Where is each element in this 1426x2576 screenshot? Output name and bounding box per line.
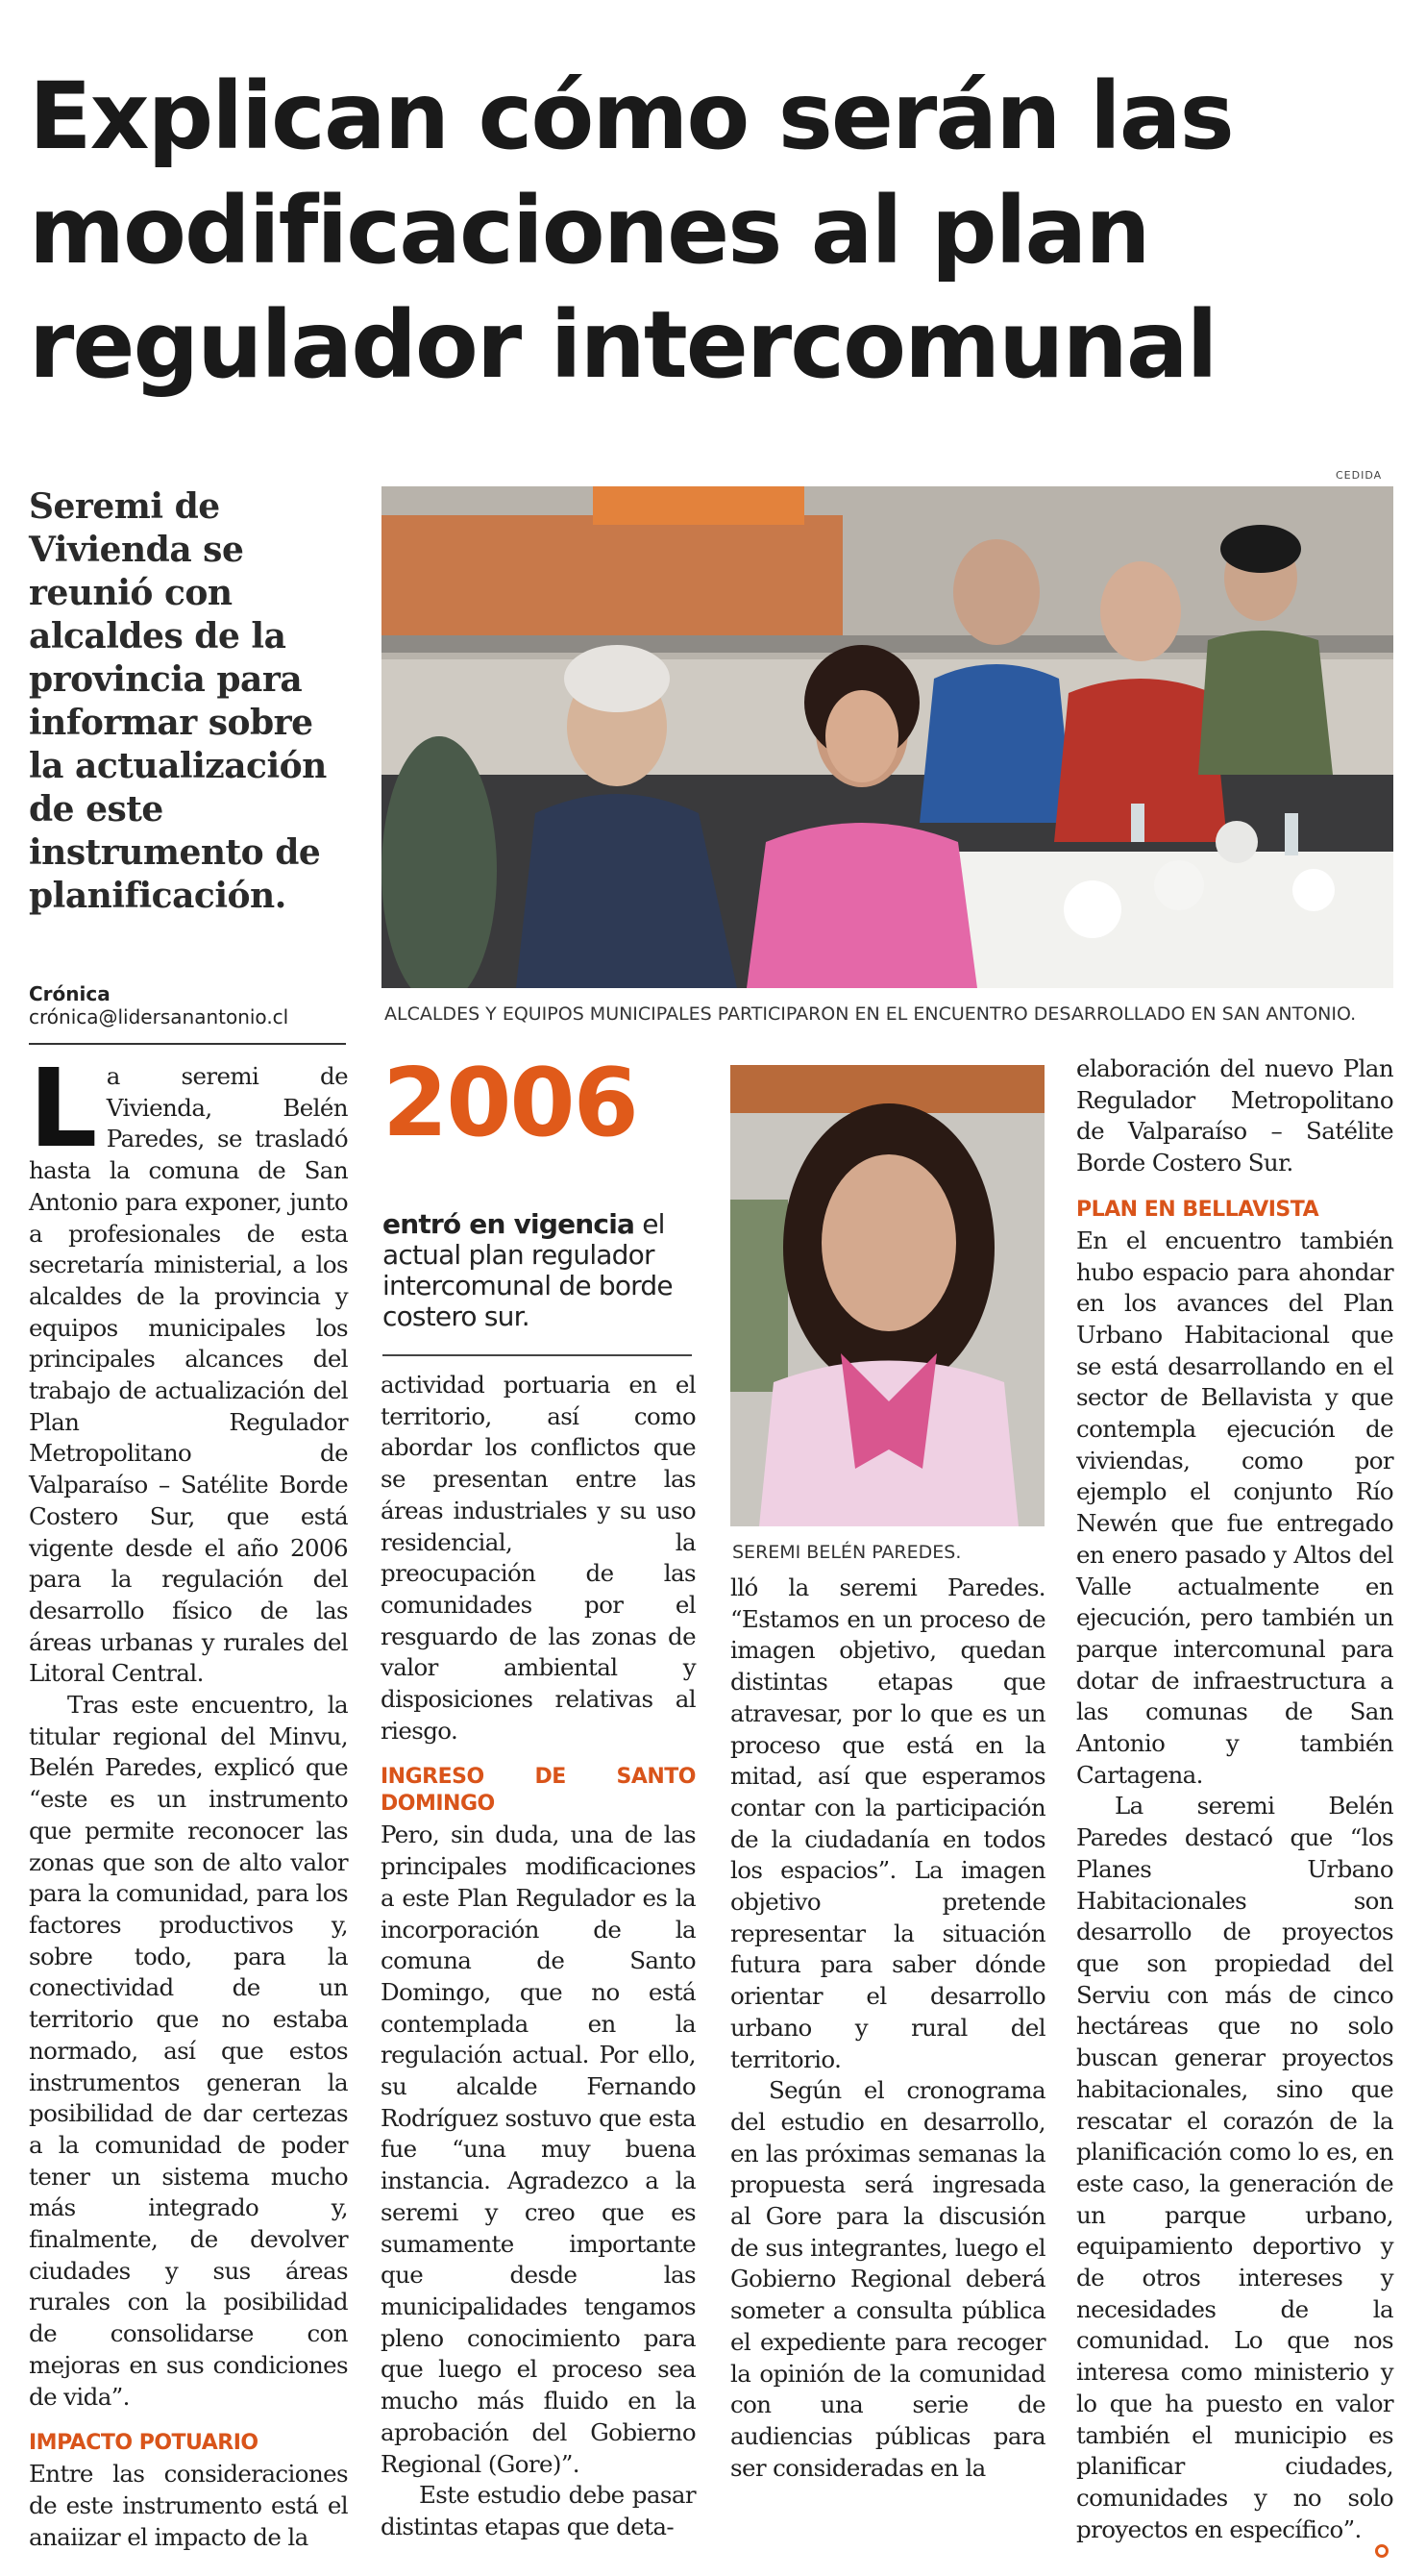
body-paragraph: La seremi Belén Paredes destacó que “los Planes Urbano Habitacionales son desarrollo de proyectos que son propiedad del Serviu con más de cinco hectáreas que no solo buscan generar proyectos habitacionales, sino que rescatar el corazón de la planificación como lo es, en este caso, la generación de un parque urbano, equipamiento deportivo y de otros intereses y necesidades de la comunidad. Lo que nos interesa como ministerio y lo que ha puesto en valor también el municipio es planificar ciudades, comunidades y no solo proyectos en específico”. — [1076, 1792, 1393, 2543]
body-paragraph: Tras este encuentro, la titular regional del Minvu, Belén Paredes, explicó que “este es un instrumento que permite reconocer las zonas que son de alto valor para la comunidad, para los factores productivos y, sobre todo, para la conectividad de un territorio que no estaba normado, así que estos instrumentos generan la posibilidad de dar certezas a la comunidad de poder tener un sistema mucho más integrado y, finalmente, de devolver ciudades y sus áreas rurales con la posibilidad de consolidarse con mejoras en sus condiciones de vida”. — [29, 1691, 348, 2411]
body-paragraph: En el encuentro también hubo espacio para ahondar en los avances del Plan Urbano Habitacional que se está desarrollando en el sector de Bellavista y que contempla ejecución de viviendas, como por ejemplo el conjunto Río Newén que fue entregado en enero pasado y Altos del Valle actualmente en ejecución, pero también un parque intercomunal para dotar de infraestructura a las comunas de San Antonio y también Cartagena. — [1076, 1226, 1393, 1789]
author-name: Crónica — [29, 982, 111, 1005]
photo-credit: CEDIDA — [1336, 469, 1383, 482]
subhead-ingreso-santo-domingo: INGRESO DE SANTO DOMINGO — [381, 1765, 696, 1817]
body-paragraph: elaboración del nuevo Plan Regulador Metropolitano de Valparaíso – Satélite Borde Costero Sur. — [1076, 1054, 1393, 1177]
headline: Explican cómo serán las modificaciones al plan regulador intercomunal — [29, 62, 1233, 399]
body-paragraph: Según el cronograma del estudio en desarrollo, en las próximas semanas la propuesta será ingresada al Gore para la discusión de sus integrantes, luego el Gobierno Regional deberá someter a consulta pública el expediente para recoger la opinión de la comunidad con una serie de audiencias públicas para ser consideradas en la — [730, 2076, 1045, 2482]
body-column-3 — [730, 1573, 1045, 2484]
divider — [29, 1043, 346, 1045]
main-photo-caption: ALCALDES Y EQUIPOS MUNICIPALES PARTICIPARON EN EL ENCUENTRO DESARROLLADO EN SAN ANTONIO. — [384, 1003, 1357, 1025]
divider — [382, 1354, 692, 1356]
meeting-photo-illustration — [381, 486, 1393, 988]
body-paragraph: actividad portuaria en el territorio, así como abordar los conflictos que se presentan entre las áreas industriales y su uso residencial, la preocupación de las comunidades por el resguardo de las zonas de valor ambiental y disposiciones relativas al riesgo. — [381, 1371, 696, 1745]
deck: Seremi de Vivienda se reunió con alcaldes de la provincia para informar sobre la actualización de este instrumento de planificación. — [29, 486, 327, 916]
body-paragraph: lló la seremi Paredes. “Estamos en un proceso de imagen objetivo, quedan distintas etapas que atravesar, por lo que es un proceso que está en la mitad, así que esperamos contar con la participación de la ciudadanía en todos los espacios”. La imagen objetivo pretende representar la situación futura para saber dónde orientar el desarrollo urbano y rural del territorio. — [730, 1573, 1045, 2073]
subhead-impacto-potuario: IMPACTO POTUARIO — [29, 2431, 258, 2456]
body-paragraph: La seremi de Vivienda, Belén Paredes, se trasladó hasta la comuna de San Antonio para exponer, junto a profesionales de esta secretaría ministerial, a los alcaldes de la provincia y equipos municipales los principales alcances del trabajo de actualización del Plan Regulador Metropolitano de Valparaíso – Satélite Borde Costero Sur, que está vigente desde el año 2006 para la regulación del desarrollo físico de las áreas urbanas y rurales del Litoral Central. — [29, 1047, 348, 1688]
portrait-caption: SEREMI BELÉN PAREDES. — [732, 1542, 962, 1563]
stat-number: 2006 — [382, 1049, 637, 1158]
main-photo — [381, 486, 1393, 988]
stat-description: entró en vigencia el actual plan regulador intercomunal de borde costero sur. — [382, 1208, 673, 1332]
drop-cap: L — [29, 1047, 97, 1172]
body-column-2 — [381, 1370, 696, 2543]
portrait-illustration — [730, 1065, 1045, 1526]
body-column-4 — [1076, 1053, 1393, 2545]
end-of-article-icon — [1375, 2544, 1389, 2558]
subhead-plan-bellavista: PLAN EN BELLAVISTA — [1076, 1197, 1319, 1222]
body-paragraph: Pero, sin duda, una de las principales modificaciones a este Plan Regulador es la incorporación de la comuna de Santo Domingo, que no está contemplada en la regulación actual. Por ello, su alcalde Fernando Rodríguez sostuvo que esta fue “una muy buena instancia. Agradezco a la seremi y creo que es sumamente importante que desde las municipalidades tengamos pleno conocimiento para que luego el proceso sea mucho más fluido en la aprobación del Gobierno Regional (Gore)”. — [381, 1821, 696, 2478]
seremi-portrait-photo — [730, 1065, 1045, 1526]
author-email[interactable]: crónica@lidersanantonio.cl — [29, 1005, 289, 1028]
body-paragraph: Este estudio debe pasar distintas etapas que deta- — [381, 2481, 696, 2540]
body-paragraph: Entre las consideraciones de este instrumento está el anaiizar el impacto de la — [29, 2460, 348, 2551]
body-column-1 — [29, 1047, 348, 2553]
